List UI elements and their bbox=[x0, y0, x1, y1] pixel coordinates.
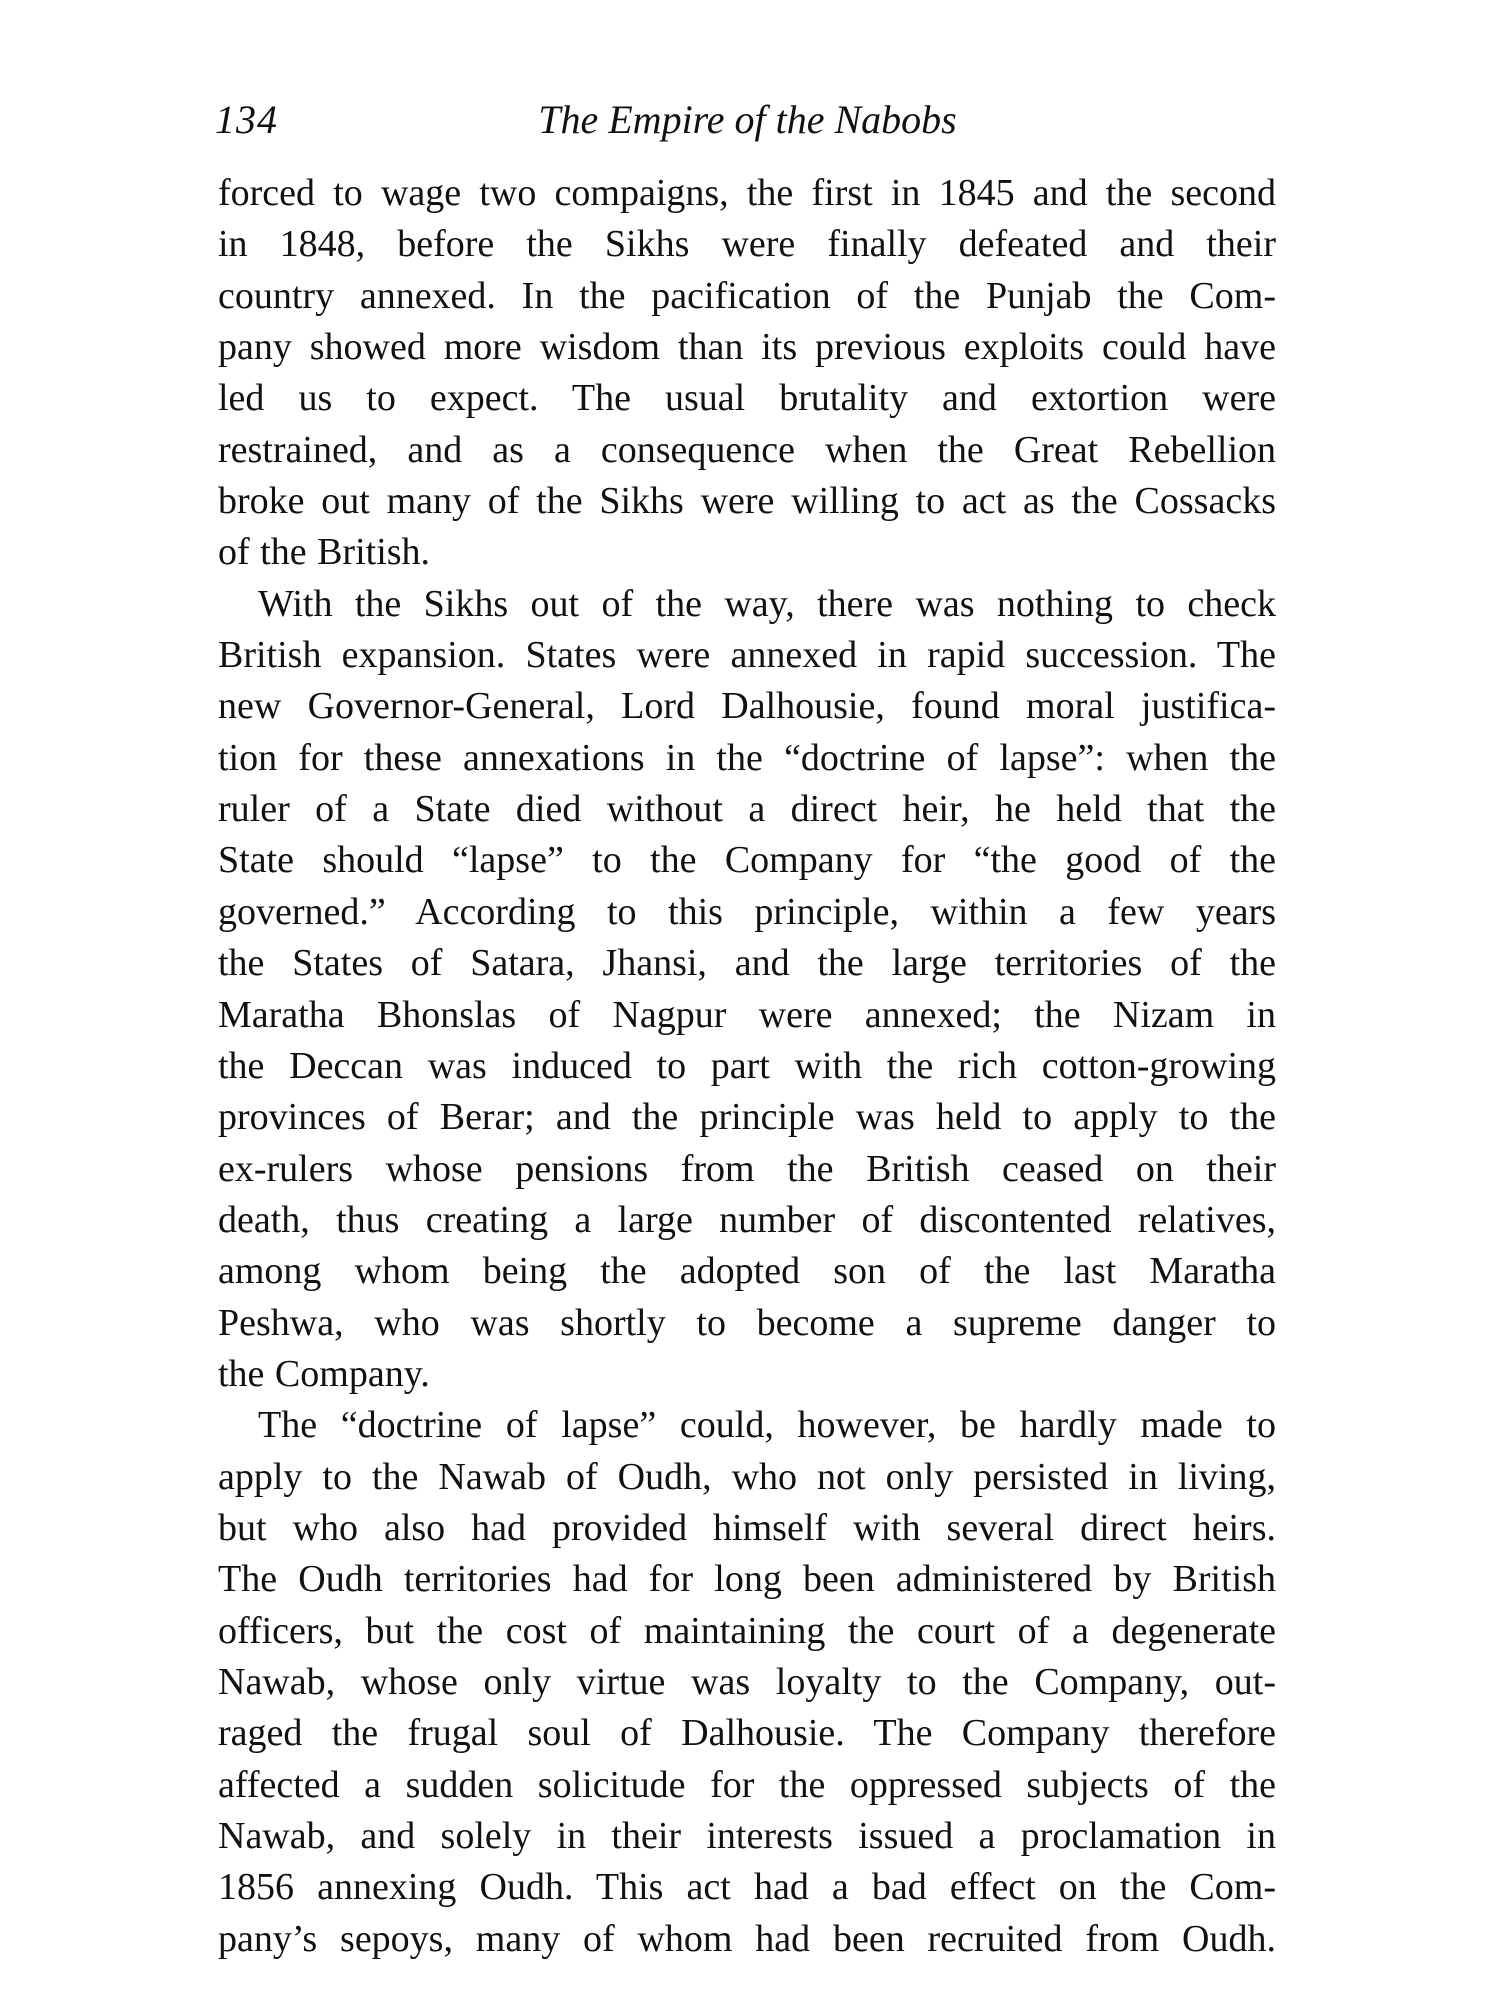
text-line: restrained, and as a consequence when the Great Rebellion bbox=[218, 428, 1276, 471]
paragraph-3 bbox=[218, 1400, 1276, 1965]
text-line: 1856 annexing Oudh. This act had a bad effect on the Com- bbox=[218, 1866, 1276, 1909]
body-text bbox=[218, 168, 1276, 1965]
text-line: the Deccan was induced to part with the rich cotton-growing bbox=[218, 1044, 1276, 1087]
text-line: pany’s sepoys, many of whom had been recruited from Oudh. bbox=[218, 1917, 1276, 1960]
text-line: Maratha Bhonslas of Nagpur were annexed; the Nizam in bbox=[218, 993, 1276, 1036]
text-line: forced to wage two compaigns, the first in 1845 and the second bbox=[218, 172, 1276, 214]
text-line: the Company. bbox=[218, 1352, 430, 1395]
text-line: officers, but the cost of maintaining the court of a degenerate bbox=[218, 1609, 1276, 1652]
text-line: pany showed more wisdom than its previous exploits could have bbox=[218, 326, 1276, 369]
text-line: broke out many of the Sikhs were willing to act as the Cossacks bbox=[218, 480, 1276, 523]
text-line: ex-rulers whose pensions from the British ceased on their bbox=[218, 1147, 1276, 1190]
text-line: affected a sudden solicitude for the oppressed subjects of the bbox=[218, 1763, 1276, 1806]
text-line: the States of Satara, Jhansi, and the large territories of the bbox=[218, 942, 1276, 985]
text-line: Nawab, and solely in their interests issued a proclamation in bbox=[218, 1815, 1276, 1857]
text-line: raged the frugal soul of Dalhousie. The Company therefore bbox=[218, 1712, 1276, 1755]
text-line: ruler of a State died without a direct heir, he held that the bbox=[218, 788, 1276, 831]
text-line: led us to expect. The usual brutality and extortion were bbox=[218, 377, 1276, 420]
text-line: death, thus creating a large number of discontented relatives, bbox=[218, 1198, 1276, 1241]
text-line: but who also had provided himself with several direct heirs. bbox=[218, 1506, 1276, 1549]
paragraph-1 bbox=[218, 168, 1276, 579]
text-line: The “doctrine of lapse” could, however, be hardly made to bbox=[258, 1404, 1276, 1447]
text-line: State should “lapse” to the Company for “the good of the bbox=[218, 839, 1276, 882]
text-line: governed.” According to this principle, within a few years bbox=[218, 890, 1276, 933]
text-line: among whom being the adopted son of the last Maratha bbox=[218, 1250, 1276, 1293]
text-line: British expansion. States were annexed in rapid succession. The bbox=[218, 634, 1276, 677]
text-line: of the British. bbox=[218, 531, 431, 574]
page-number: 134 bbox=[215, 97, 278, 142]
text-line: The Oudh territories had for long been administered by British bbox=[218, 1558, 1276, 1601]
text-line: new Governor-General, Lord Dalhousie, found moral justifica- bbox=[218, 685, 1276, 728]
text-line: provinces of Berar; and the principle was held to apply to the bbox=[218, 1096, 1276, 1139]
text-line: Peshwa, who was shortly to become a supreme danger to bbox=[218, 1301, 1276, 1344]
text-line: country annexed. In the pacification of the Punjab the Com- bbox=[218, 274, 1276, 317]
running-title: The Empire of the Nabobs bbox=[538, 97, 957, 142]
paragraph-2 bbox=[218, 579, 1276, 1401]
text-line: in 1848, before the Sikhs were finally defeated and their bbox=[218, 223, 1276, 266]
text-line: Nawab, whose only virtue was loyalty to the Company, out- bbox=[218, 1660, 1276, 1703]
text-line: apply to the Nawab of Oudh, who not only persisted in living, bbox=[218, 1455, 1276, 1498]
running-header bbox=[215, 95, 1280, 145]
text-line: With the Sikhs out of the way, there was nothing to check bbox=[258, 582, 1276, 625]
text-line: tion for these annexations in the “doctrine of lapse”: when the bbox=[218, 736, 1276, 779]
